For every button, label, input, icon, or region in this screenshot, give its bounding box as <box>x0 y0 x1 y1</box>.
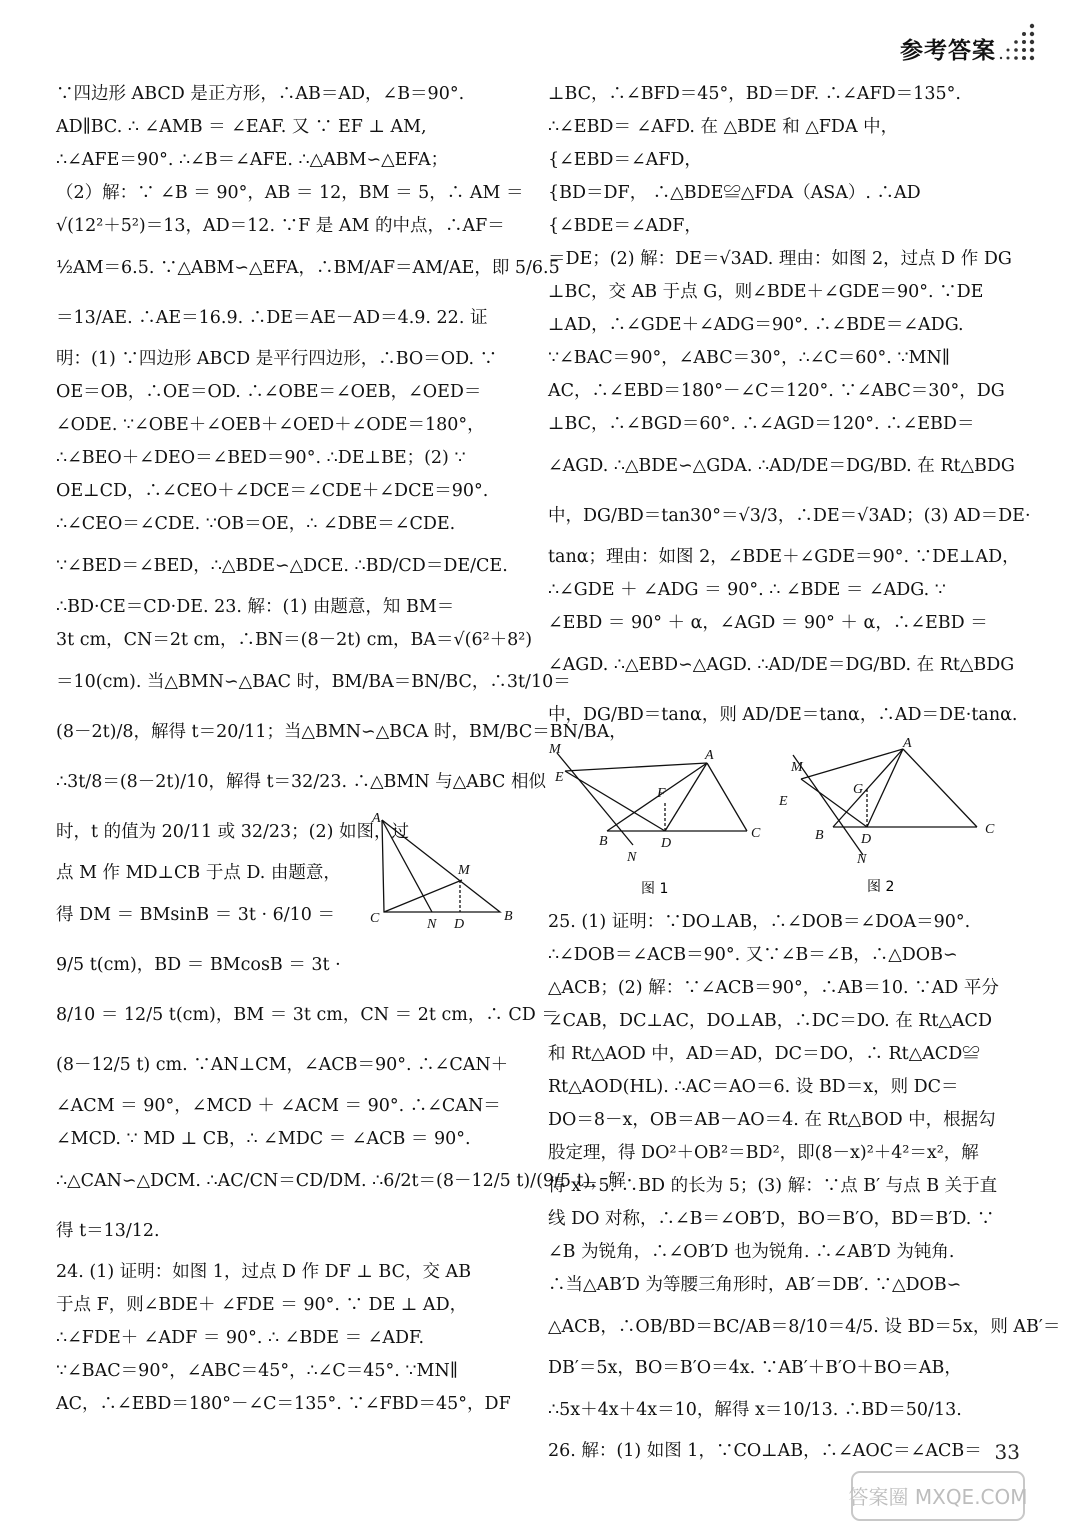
label-c: C <box>370 911 380 926</box>
fig2-label-m: M <box>791 760 803 775</box>
text-line: ∵∠BAC＝90°，∠ABC＝30°，∴∠C＝60°. ∵MN∥ <box>548 348 950 368</box>
text-line: OE⊥CD，∴∠CEO＋∠DCE＝∠CDE＋∠DCE＝90°. <box>56 481 489 501</box>
text-line: 9/5 t(cm)，BD ＝ BMcosB ＝ 3t · <box>56 955 341 975</box>
fig1-label-n: N <box>627 850 637 865</box>
text-line: ∴当△AB′D 为等腰三角形时，AB′＝DB′. ∵△DOB∽ <box>548 1275 962 1295</box>
watermark-text: 答案圈 MXQE.COM <box>848 1485 1028 1509</box>
fig1-label-c: C <box>751 826 761 841</box>
text-line: ∴3t/8＝(8－2t)/10，解得 t＝32/23. ∴△BMN 与△ABC 相似 <box>56 772 546 792</box>
text-line: ∴∠GDE ＋ ∠ADG ＝ 90°. ∴ ∠BDE ＝ ∠ADG. ∵ <box>548 580 946 600</box>
text-line: （2）解：∵ ∠B ＝ 90°，AB ＝ 12，BM ＝ 5，∴ AM ＝ <box>56 183 524 203</box>
text-line: ∠MCD. ∵ MD ⊥ CB，∴ ∠MDC ＝ ∠ACB ＝ 90°. <box>56 1129 471 1149</box>
text-line: 时，t 的值为 20/11 或 32/23；(2) 如图，过 <box>56 822 409 842</box>
text-line: DO＝8－x，OB＝AB－AO＝4. 在 Rt△BOD 中，根据勾 <box>548 1110 996 1130</box>
fig2-label-c: C <box>985 822 995 837</box>
fig1-label-f: F <box>657 786 666 801</box>
text-line: ⊥BC，∴∠BFD＝45°，BD＝DF. ∴∠AFD＝135°. <box>548 84 961 104</box>
text-line: ＝13/AE. ∴AE＝16.9. ∴DE＝AE－AD＝4.9. 22. 证 <box>56 308 488 328</box>
fig1-line-ac <box>707 763 747 831</box>
text-line: △ACB；(2) 解：∵∠ACB＝90°，∴AB＝10. ∵AD 平分 <box>548 978 999 998</box>
text-line: ∵∠BAC＝90°，∠ABC＝45°，∴∠C＝45°. ∵MN∥ <box>56 1361 458 1381</box>
text-line: ⊥BC，交 AB 于点 G，则∠BDE＋∠GDE＝90°. ∵DE <box>548 282 984 302</box>
page-number: 33 <box>994 1440 1020 1464</box>
text-line: {∠BDE＝∠ADF， <box>548 216 702 236</box>
text-line: DB′＝5x，BO＝B′O＝4x. ∵AB′＋B′O＋BO＝AB， <box>548 1358 962 1378</box>
fig2-label-e: E <box>779 794 788 809</box>
text-line: ∠AGD. ∴△BDE∽△GDA. ∴AD/DE＝DG/BD. 在 Rt△BDG <box>548 456 1015 476</box>
page-header <box>0 30 1066 66</box>
text-line: 得 x＝5. ∴BD 的长为 5；(3) 解：∵点 B′ 与点 B 关于直 <box>548 1176 998 1196</box>
figure2-caption: 图 2 <box>867 879 895 895</box>
text-line: ∠ODE. ∵∠OBE＋∠OEB＋∠OED＋∠ODE＝180°， <box>56 415 485 435</box>
label-m: M <box>458 863 470 878</box>
text-line: {BD＝DF， ∴△BDE≌△FDA（ASA）. ∴AD <box>548 183 921 203</box>
header-title: 参考答案 <box>900 38 996 64</box>
triangle-figure <box>370 812 520 934</box>
fig2-label-g: G <box>853 782 864 797</box>
text-line: ∠AGD. ∴△EBD∽△AGD. ∴AD/DE＝DG/BD. 在 Rt△BDG <box>548 655 1015 675</box>
text-line: ∠ACM ＝ 90°，∠MCD ＋ ∠ACM ＝ 90°. ∴∠CAN＝ <box>56 1096 501 1116</box>
fig1-line-ad <box>665 763 707 831</box>
text-line: ∴∠AFE＝90°. ∴∠B＝∠AFE. ∴△ABM∽△EFA； <box>56 150 449 170</box>
text-line: ＝10(cm). 当△BMN∽△BAC 时，BM/BA＝BN/BC，∴3t/10＝ <box>56 672 571 692</box>
fig1-line-ea <box>565 763 707 771</box>
text-line: AD∥BC. ∴ ∠AMB ＝ ∠EAF. 又 ∵ EF ⊥ AM, <box>56 117 427 137</box>
text-line: 和 Rt△AOD 中，AD＝AD，DC＝DO，∴ Rt△ACD≌ <box>548 1044 980 1064</box>
text-line: Rt△AOD(HL). ∴AC＝AO＝6. 设 BD＝x，则 DC＝ <box>548 1077 959 1097</box>
fig2-line-ab <box>833 749 903 827</box>
segment-an <box>382 820 432 912</box>
text-line: OE＝OB，∴OE＝OD. ∴∠OBE＝∠OEB，∠OED＝ <box>56 382 482 402</box>
fig2-label-d: D <box>861 832 872 847</box>
triangle-outline <box>382 820 500 912</box>
text-line: {∠EBD＝∠AFD， <box>548 150 702 170</box>
text-line: 25. (1) 证明：∵DO⊥AB，∴∠DOB＝∠DOA＝90°. <box>548 912 971 932</box>
text-line: ∴∠CEO＝∠CDE. ∵OB＝OE，∴ ∠DBE＝∠CDE. <box>56 514 456 534</box>
text-line: AC，∴∠EBD＝180°－∠C＝135°. ∵∠FBD＝45°，DF <box>56 1394 511 1414</box>
text-line: 得 DM ＝ BMsinB ＝ 3t · 6/10 ＝ <box>56 905 335 925</box>
text-line: tanα；理由：如图 2，∠BDE＋∠GDE＝90°. ∵DE⊥AD， <box>548 547 1020 567</box>
text-line: ∵∠BED＝∠BED，∴△BDE∽△DCE. ∴BD/CD＝DE/CE. <box>56 556 508 576</box>
text-line: ∴∠DOB＝∠ACB＝90°. 又∵∠B＝∠B，∴△DOB∽ <box>548 945 958 965</box>
fig2-label-b: B <box>815 828 824 843</box>
fig2-line-ea <box>801 749 903 779</box>
figure1-caption: 图 1 <box>641 881 669 897</box>
text-line: 中，DG/BD＝tan30°＝√3/3，∴DE＝√3AD；(3) AD＝DE· <box>548 506 1031 526</box>
right-column <box>548 78 1031 740</box>
fig1-label-d: D <box>661 836 672 851</box>
text-line: √(12²＋5²)＝13，AD＝12. ∵F 是 AM 的中点，∴AF＝ <box>56 216 505 236</box>
text-line: (8－12/5 t) cm. ∵AN⊥CM，∠ACB＝90°. ∴∠CAN＋ <box>56 1055 509 1075</box>
text-line: ∠CAB，DC⊥AC，DO⊥AB，∴DC＝DO. 在 Rt△ACD <box>548 1011 992 1031</box>
text-line: △ACB，∴OB/BD＝BC/AB＝8/10＝4/5. 设 BD＝5x，则 AB′＝ <box>548 1317 1061 1337</box>
text-line: ∴5x＋4x＋4x＝10，解得 x＝10/13. ∴BD＝50/13. <box>548 1400 962 1420</box>
text-line: 点 M 作 MD⊥CB 于点 D. 由题意， <box>56 863 341 883</box>
text-line: 8/10 ＝ 12/5 t(cm)，BM ＝ 3t cm，CN ＝ 2t cm，∴ CD ＝ <box>56 1005 559 1025</box>
text-line: 得 t＝13/12. <box>56 1221 160 1241</box>
text-line: ∠EBD ＝ 90° ＋ α，∠AGD ＝ 90° ＋ α，∴∠EBD ＝ <box>548 613 988 633</box>
fig1-label-a: A <box>705 748 714 763</box>
text-line: 线 DO 对称，∴∠B＝∠OB′D，BO＝B′O，BD＝B′D. ∵ <box>548 1209 995 1229</box>
text-line: ½AM＝6.5. ∵△ABM∽△EFA，∴BM/AF＝AM/AE，即 5/6.5 <box>56 258 560 278</box>
label-n: N <box>427 917 437 932</box>
text-line: ∴BD·CE＝CD·DE. 23. 解：(1) 由题意，知 BM＝ <box>56 597 455 617</box>
text-line: ∴∠EBD＝ ∠AFD. 在 △BDE 和 △FDA 中， <box>548 117 899 137</box>
fig1-label-e: E <box>555 770 564 785</box>
text-line: 股定理，得 DO²＋OB²＝BD²，即(8－x)²＋4²＝x²，解 <box>548 1143 979 1163</box>
dots-decoration-icon <box>998 22 1038 64</box>
fig2-label-n: N <box>857 852 867 867</box>
text-line: 中，DG/BD＝tanα，则 AD/DE＝tanα，∴AD＝DE·tanα. <box>548 705 1018 725</box>
text-line: ∠B 为锐角，∴∠OB′D 也为锐角. ∴∠AB′D 为钝角. <box>548 1242 955 1262</box>
text-line: 于点 F，则∠BDE＋ ∠FDE ＝ 90°. ∵ DE ⊥ AD， <box>56 1295 468 1315</box>
watermark-logo <box>850 1470 1026 1522</box>
fig1-label-m: M <box>549 742 561 757</box>
fig2-line-ad <box>867 749 903 827</box>
text-line: 3t cm，CN＝2t cm，∴BN＝(8－2t) cm，BA＝√(6²＋8²) <box>56 630 533 650</box>
text-line: ∵四边形 ABCD 是正方形，∴AB＝AD，∠B＝90°. <box>56 84 465 104</box>
text-line: AC，∴∠EBD＝180°－∠C＝120°. ∵∠ABC＝30°，DG <box>548 381 1005 401</box>
text-line: 26. 解：(1) 如图 1，∵CO⊥AB，∴∠AOC＝∠ACB＝ <box>548 1441 982 1461</box>
text-line: ∴△CAN∽△DCM. ∴AC/CN＝CD/DM. ∴6/2t＝(8－12/5 t)/(9/5 t)，解 <box>56 1171 626 1191</box>
geometry-figures <box>545 736 1015 905</box>
text-line: ⊥BC，∴∠BGD＝60°. ∴∠AGD＝120°. ∴∠EBD＝ <box>548 414 975 434</box>
label-d: D <box>454 917 465 932</box>
text-line: ∴∠FDE＋ ∠ADF ＝ 90°. ∴ ∠BDE ＝ ∠ADF. <box>56 1328 425 1348</box>
fig2-line-ac <box>903 749 977 827</box>
text-line: ＝DE；(2) 解：DE＝√3AD. 理由：如图 2，过点 D 作 DG <box>548 249 1012 269</box>
text-line: ∴∠BEO＋∠DEO＝∠BED＝90°. ∴DE⊥BE；(2) ∵ <box>56 448 466 468</box>
fig2-label-a: A <box>903 736 912 751</box>
text-line: (8－2t)/8，解得 t＝20/11；当△BMN∽△BCA 时，BM/BC＝BN/BA， <box>56 722 627 742</box>
text-line: 明：(1) ∵四边形 ABCD 是平行四边形，∴BO＝OD. ∵ <box>56 349 498 369</box>
fig1-label-b: B <box>599 834 608 849</box>
label-b: B <box>504 909 513 924</box>
text-line: ⊥AD，∴∠GDE＋∠ADG＝90°. ∴∠BDE＝∠ADG. <box>548 315 964 335</box>
text-line: 24. (1) 证明：如图 1，过点 D 作 DF ⊥ BC，交 AB <box>56 1262 472 1282</box>
label-a: A <box>372 811 381 826</box>
